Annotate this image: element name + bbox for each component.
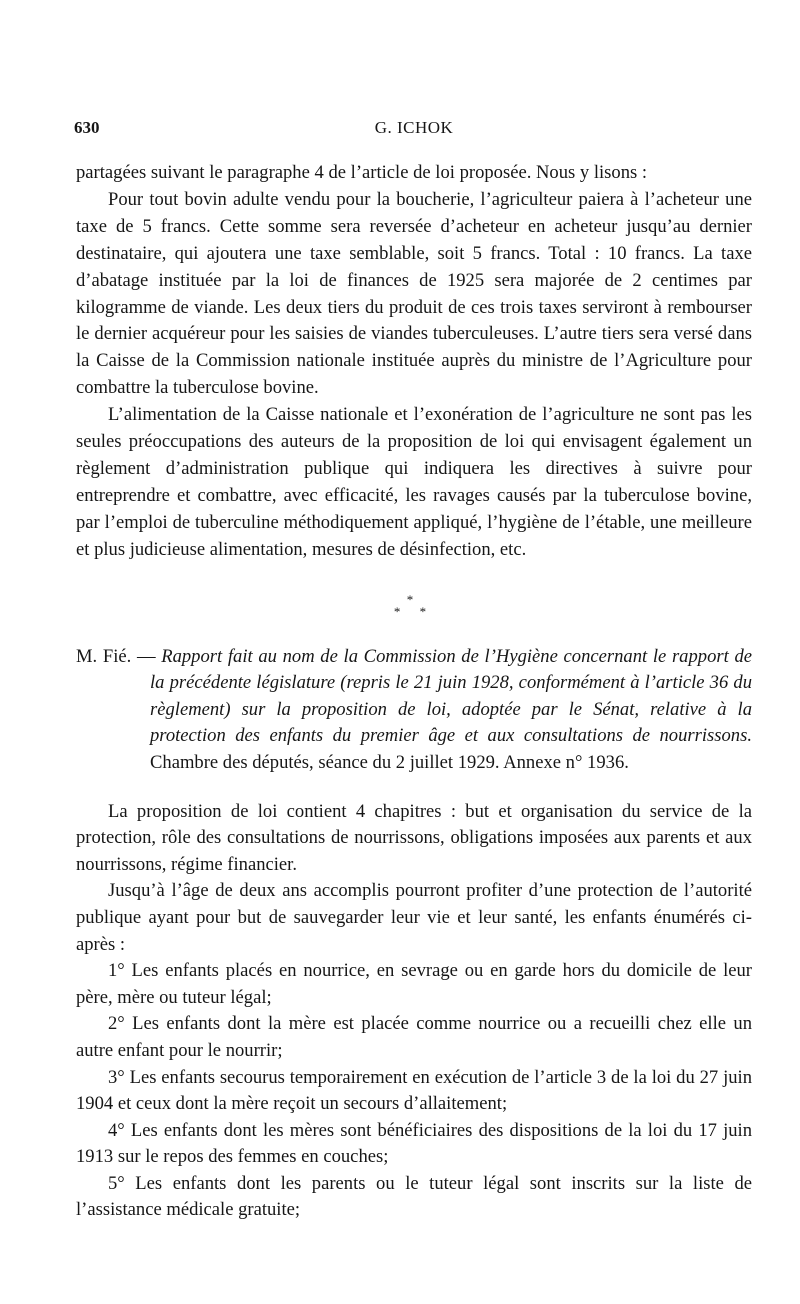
asterism-top: * bbox=[406, 591, 422, 607]
paragraph-caisse-nationale: L’alimentation de la Caisse nationale et l’exonération de l’agriculture ne sont pas les seules préoccupations des auteurs de la proposition de loi qui envisagent également un règlement d’administration publique qui indiquera les directives à suivre pour entreprendre et combattre, avec efficacité, les ravages causés par la tuberculose bovine, par l’emploi de tuberculine méthodiquement appliqué, l’hygiène de l’étable, une meilleure et plus judicieuse alimentation, mesures de désinfection, etc. bbox=[76, 404, 752, 560]
asterism-ornament bbox=[76, 591, 752, 619]
list-item-4: 4° Les enfants dont les mères sont bénéficiaires des dispositions de la loi du 17 juin 1913 sur le repos des femmes en couches; bbox=[76, 1119, 752, 1168]
list-item-3: 3° Les enfants secourus temporairement en exécution de l’article 3 de la loi du 27 juin 1904 et ceux dont la mère reçoit un secours d’allaitement; bbox=[76, 1066, 752, 1115]
second-section bbox=[76, 799, 752, 1225]
paragraph-quoted-tax-provision: Pour tout bovin adulte vendu pour la boucherie, l’agriculteur paiera à l’acheteur une taxe de 5 francs. Cette somme sera reversée d’acheteur en acheteur jusqu’au dernier destinataire, qui ajoutera une taxe semblable, soit 5 francs. Total : 10 francs. La taxe d’abatage instituée par la loi de finances de 1925 sera majorée de 2 centimes par kilogramme de viande. Les deux tiers du produit de ces trois taxes serviront à rembourser le dernier acquéreur pour les saisies de viandes tuberculeuses. L’autre tiers sera versé dans la Caisse de la Commission nationale instituée auprès du ministre de l’Agriculture pour combattre la tuberculose bovine. bbox=[76, 188, 752, 399]
paragraph-continuation: partagées suivant le paragraphe 4 de l’article de loi proposée. Nous y lisons : bbox=[76, 162, 648, 183]
book-page bbox=[76, 118, 752, 1224]
list-item-1: 1° Les enfants placés en nourrice, en sevrage ou en garde hors du domicile de leur père, mère ou tuteur légal; bbox=[76, 960, 752, 1008]
entry-title: Rapport fait au nom de la Commission de l’Hygiène concernant le rapport de la précédente législature (repris le 21 juin 1928, conformément à l’article 36 du règlement) sur la proposition de loi, adoptée par le Sénat, relative à la protection des enfants du premier âge et aux consultations de nourrissons. bbox=[150, 645, 752, 747]
asterism-bottom: * * bbox=[393, 603, 435, 619]
entry-dash: — bbox=[131, 645, 162, 667]
entry-source: Chambre des députés, séance du 2 juillet 1929. Annexe n° 1936. bbox=[150, 751, 629, 773]
list-item-2: 2° Les enfants dont la mère est placée comme nourrice ou a recueilli chez elle un autre enfant pour le nourrir; bbox=[76, 1013, 752, 1061]
bibliographic-entry bbox=[76, 644, 752, 777]
running-head bbox=[76, 118, 752, 144]
paragraph-protection-scope: Jusqu’à l’âge de deux ans accomplis pourront profiter d’une protection de l’autorité publique ayant pour but de sauvegarder leur vie et leur santé, les enfants énumérés ci-après : bbox=[76, 880, 752, 955]
first-section bbox=[76, 160, 752, 564]
page-number: 630 bbox=[74, 118, 100, 137]
paragraph-chapters: La proposition de loi contient 4 chapitres : but et organisation du service de la protection, rôle des consultations de nourrissons, obligations imposées aux parents et aux nourrissons, régime financier. bbox=[76, 800, 752, 875]
entry-author: M. Fié. bbox=[76, 645, 132, 667]
list-item-5: 5° Les enfants dont les parents ou le tuteur légal sont inscrits sur la liste de l’assistance médicale gratuite; bbox=[76, 1172, 752, 1221]
running-title: G. ICHOK bbox=[374, 118, 454, 137]
